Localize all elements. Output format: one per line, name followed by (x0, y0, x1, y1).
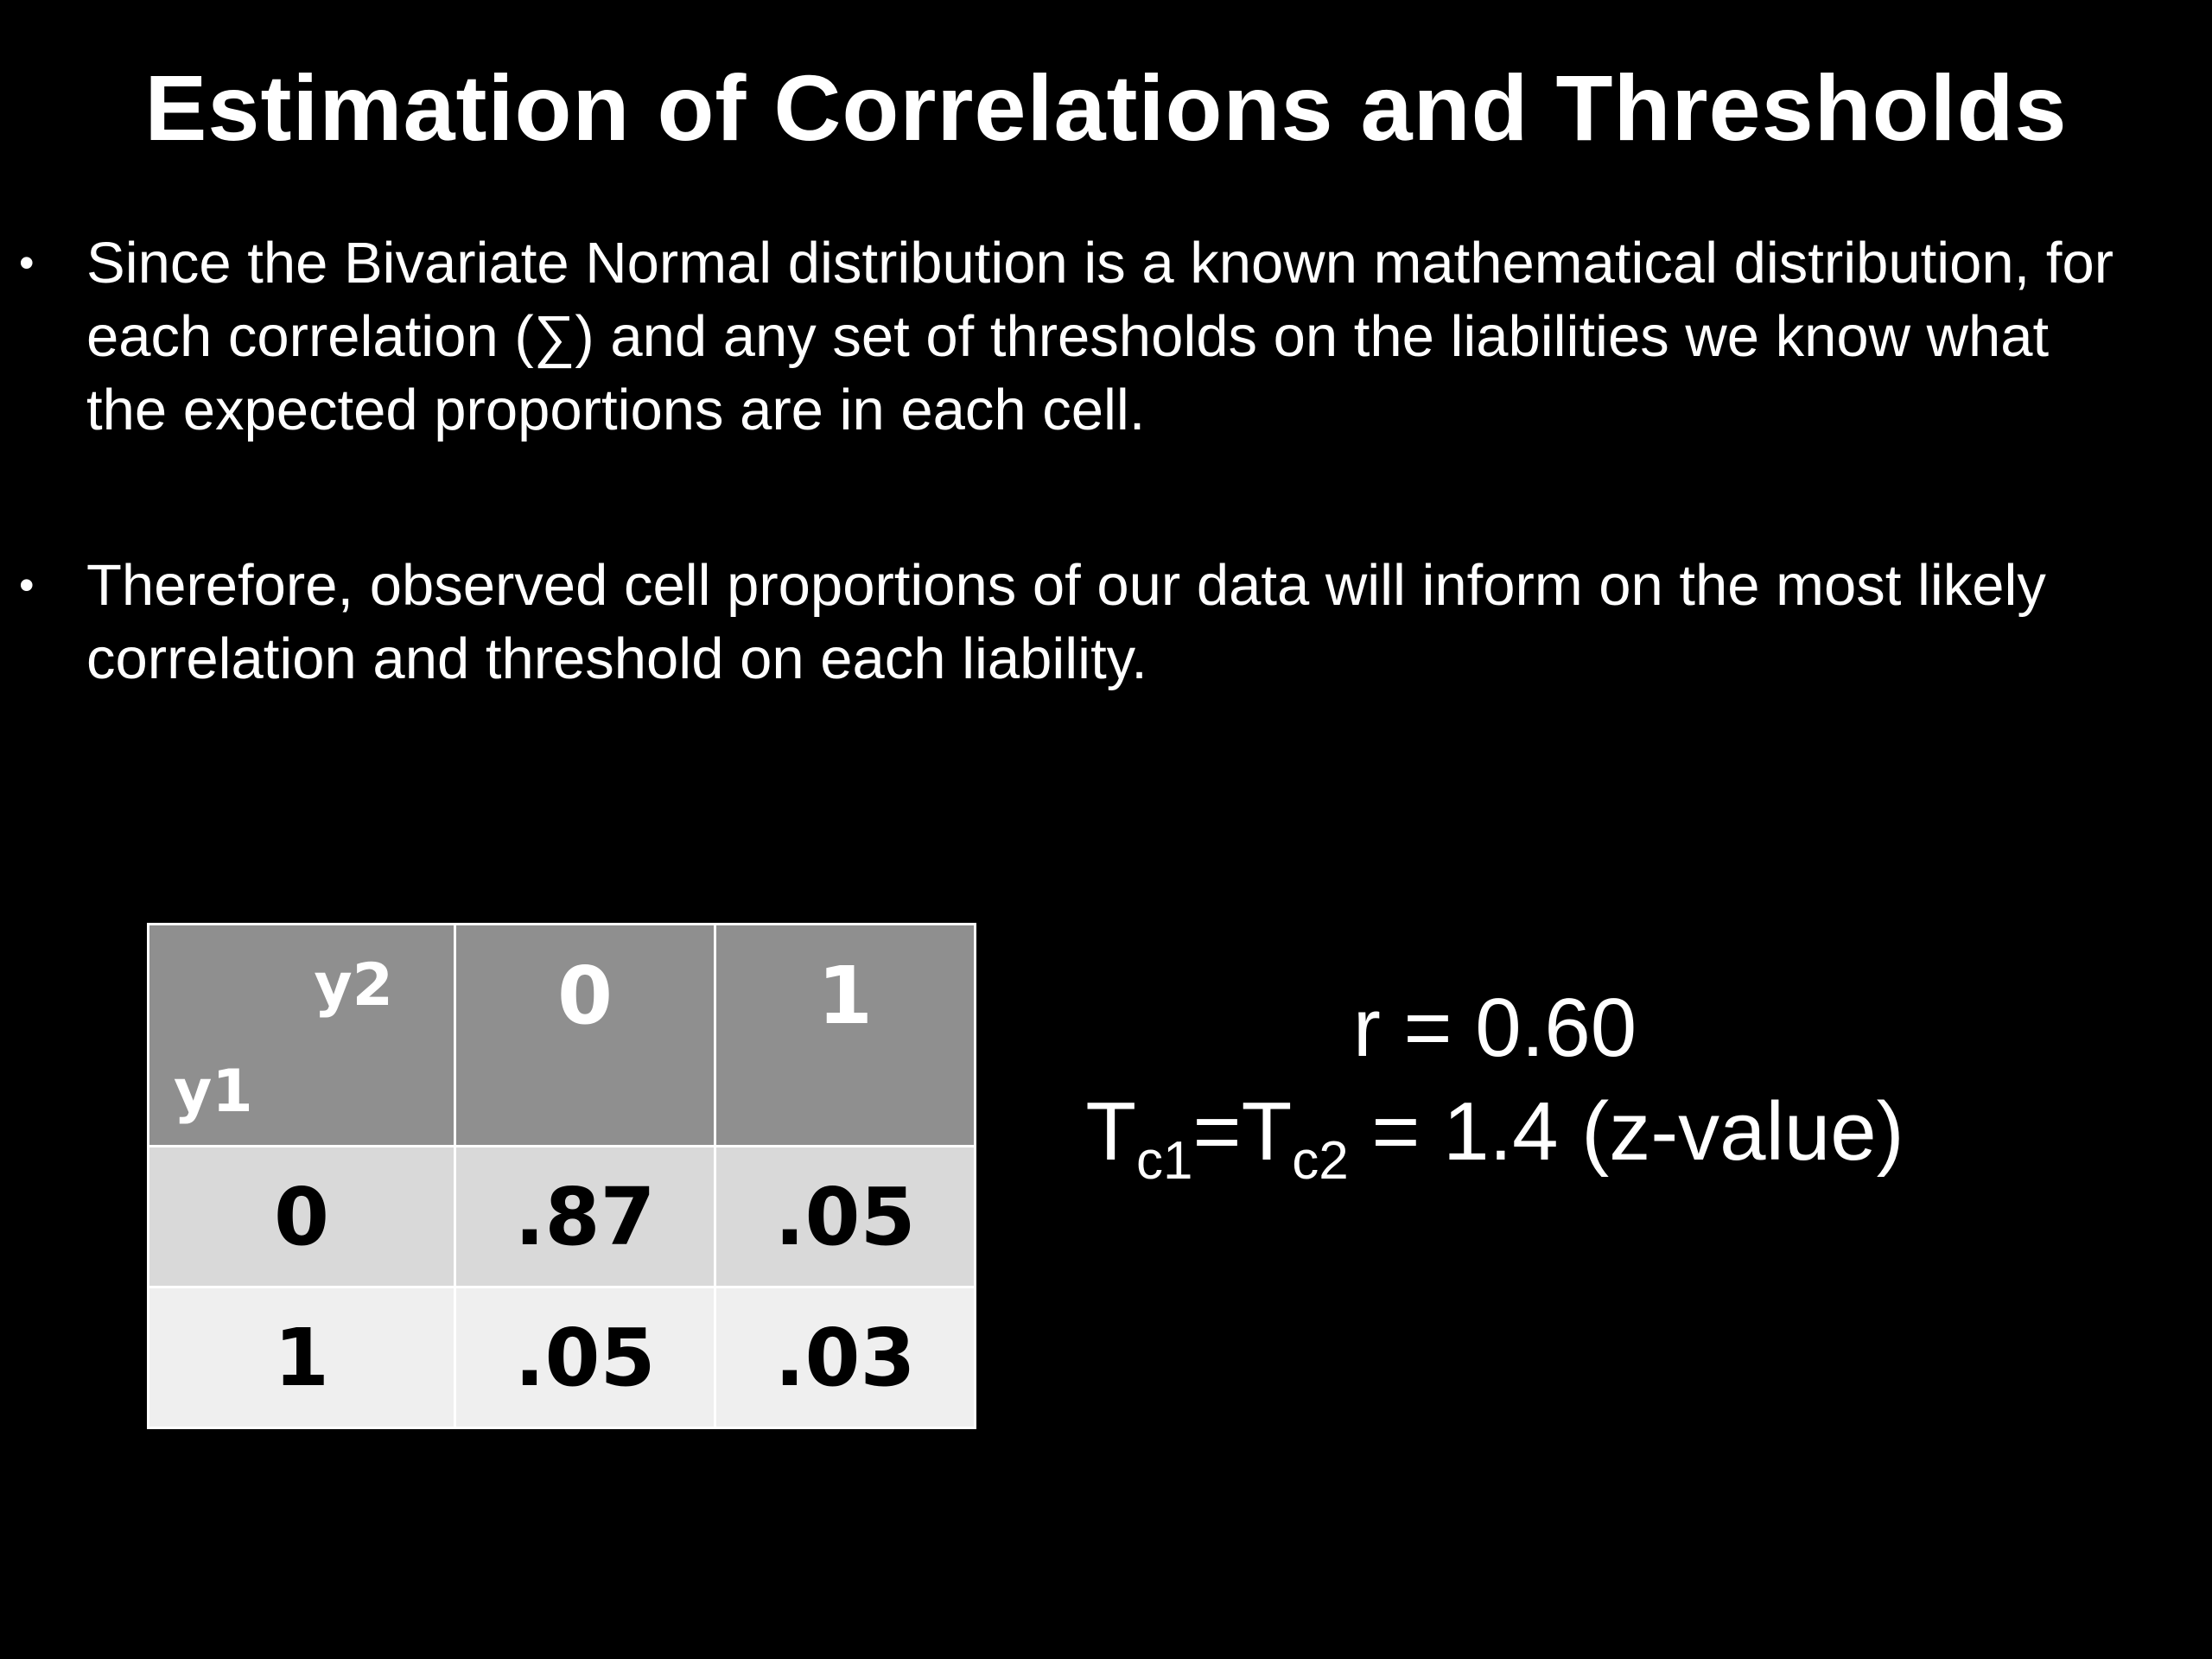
threshold-symbol: T (1085, 1085, 1137, 1178)
bullet-item (0, 226, 2143, 447)
bullet-text: Since the Bivariate Normal distribution is a known mathematical distribution, for each correlation (∑) and any set of thresholds on the liabilities we know what the expected proportions are in each cell. (86, 231, 2114, 442)
column-variable-label: y2 (314, 951, 393, 1020)
threshold-equals: =T (1192, 1085, 1293, 1178)
bullet-dot-icon: • (19, 561, 35, 609)
table-row (149, 1287, 976, 1428)
table-corner-cell (149, 925, 455, 1147)
row-header: 0 (149, 1147, 455, 1287)
row-variable-label: y1 (174, 1058, 253, 1126)
column-header: 1 (715, 925, 976, 1147)
table-row (149, 1147, 976, 1287)
table-cell: .05 (715, 1147, 976, 1287)
threshold-value (1071, 1080, 1918, 1191)
threshold-rest: = 1.4 (z-value) (1348, 1085, 1904, 1178)
proportion-table (147, 923, 976, 1429)
threshold-subscript: c2 (1292, 1131, 1349, 1191)
slide-title: Estimation of Correlations and Thresholds (144, 55, 2068, 160)
parameter-values (1071, 976, 1918, 1191)
table-cell: .87 (455, 1147, 715, 1287)
correlation-value: r = 0.60 (1352, 982, 1637, 1074)
threshold-subscript: c1 (1136, 1131, 1193, 1191)
table-header-row (149, 925, 976, 1147)
table-cell: .03 (715, 1287, 976, 1428)
row-header: 1 (149, 1287, 455, 1428)
proportion-table-wrapper (147, 923, 976, 1429)
column-header: 0 (455, 925, 715, 1147)
bullet-dot-icon: • (19, 238, 35, 287)
bullet-text: Therefore, observed cell proportions of our data will inform on the most likely correlation and threshold on each liability. (86, 553, 2046, 691)
bullet-item (0, 549, 2143, 696)
bullet-list (0, 226, 2143, 798)
table-cell: .05 (455, 1287, 715, 1428)
